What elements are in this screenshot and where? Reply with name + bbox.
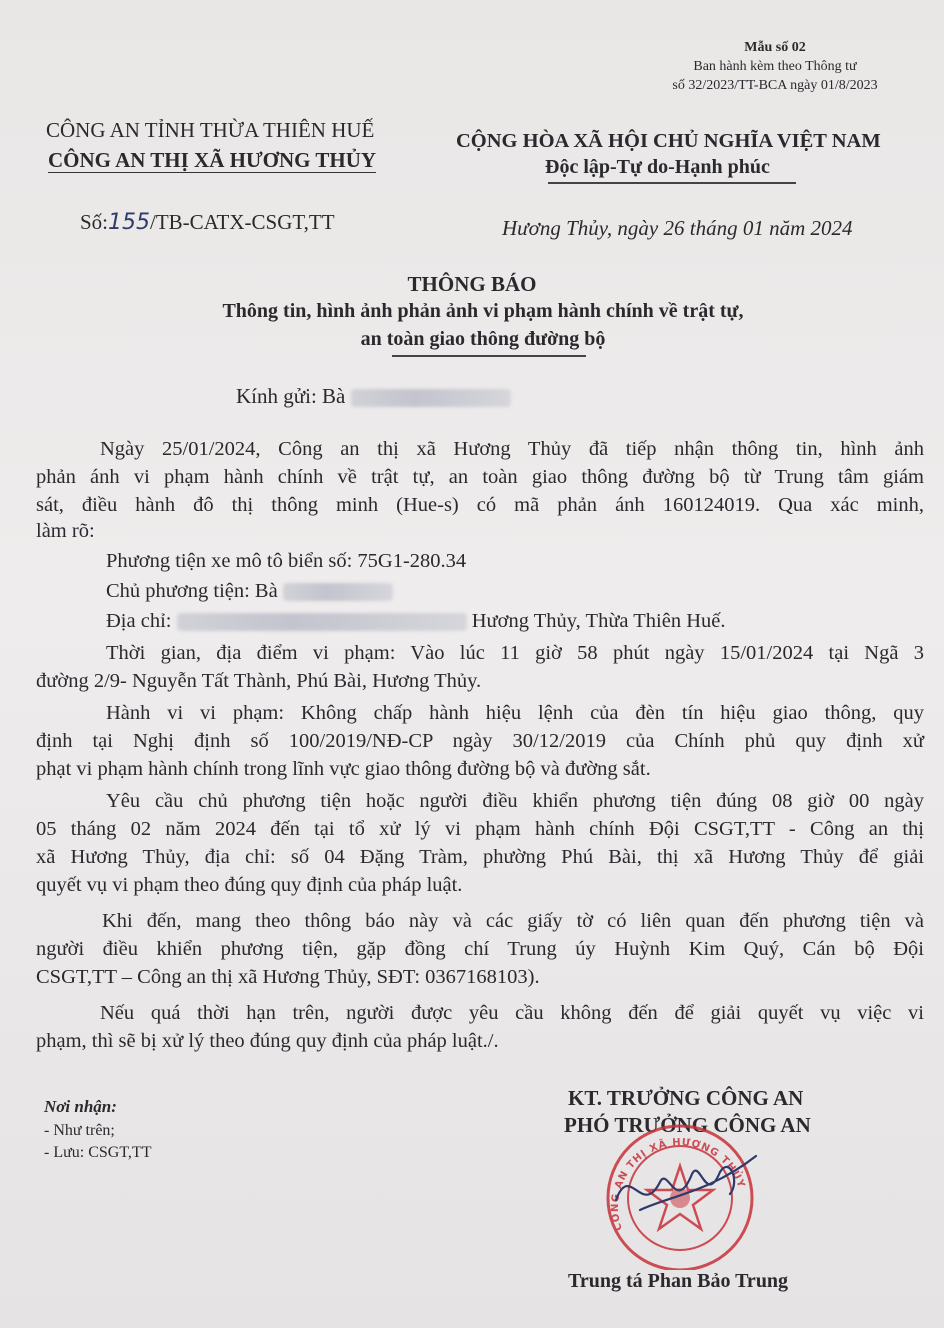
- org-town-text: CÔNG AN THỊ XÃ HƯƠNG THỦY: [48, 148, 377, 172]
- paragraph-line: định tại Nghị định số 100/2019/NĐ-CP ngày 30/12/2019 của Chính phủ quy định xử: [36, 730, 924, 752]
- paragraph-line: Thời gian, địa điểm vi phạm: Vào lúc 11 giờ 58 phút ngày 15/01/2024 tại Ngã 3: [106, 642, 924, 664]
- paragraph-line: làm rõ:: [36, 520, 95, 542]
- org-town: [48, 148, 376, 173]
- paragraph-line: quyết vụ vi phạm theo đúng quy định của pháp luật.: [36, 874, 463, 896]
- redacted-address: [177, 613, 467, 631]
- doc-no-handwritten: 155: [108, 210, 151, 235]
- paragraph-line: xã Hương Thủy, địa chỉ: số 04 Đặng Tràm, phường Phú Bài, thị xã Hương Thủy để giải: [36, 846, 924, 868]
- motto-underline: [548, 182, 796, 184]
- redacted-name: [351, 389, 511, 407]
- greeting-text: Kính gửi: Bà: [236, 384, 346, 408]
- recipient-item: - Như trên;: [44, 1122, 115, 1139]
- signer-title-2: PHÓ TRƯỞNG CÔNG AN: [564, 1113, 811, 1137]
- paragraph-line: phạm, thì sẽ bị xử lý theo đúng quy định của pháp luật./.: [36, 1030, 499, 1052]
- paragraph-line: Yêu cầu chủ phương tiện hoặc người điều khiển phương tiện đúng 08 giờ 00 ngày: [106, 790, 924, 812]
- document-subtitle-2: an toàn giao thông đường bộ: [360, 328, 606, 350]
- paragraph-line: Khi đến, mang theo thông báo này và các giấy tờ có liên quan đến phương tiện và: [102, 910, 924, 932]
- subtitle-underline: [392, 355, 586, 357]
- owner-address: [106, 610, 906, 633]
- signer-title-1: KT. TRƯỞNG CÔNG AN: [568, 1086, 804, 1110]
- doc-no-prefix: Số:: [80, 210, 109, 234]
- address-label: Địa chỉ:: [106, 610, 172, 632]
- paragraph-line: phạt vi phạm hành chính trong lĩnh vực giao thông đường bộ và đường sắt.: [36, 758, 651, 780]
- paragraph-line: sát, điều hành đô thị thông minh (Hue-s) có mã phản ánh 160124019. Qua xác minh,: [36, 494, 924, 516]
- form-label: Mẫu số 02: [744, 40, 806, 55]
- form-note-2: số 32/2023/TT-BCA ngày 01/8/2023: [672, 78, 878, 93]
- signer-name: Trung tá Phan Bảo Trung: [568, 1270, 789, 1292]
- owner-text: Chủ phương tiện: Bà: [106, 580, 278, 602]
- redacted-owner: [283, 583, 393, 601]
- document-title: THÔNG BÁO: [407, 272, 537, 296]
- paragraph-line: Hành vi vi phạm: Không chấp hành hiệu lệnh của đèn tín hiệu giao thông, quy: [106, 702, 924, 724]
- seal-text: CÔNG AN THỊ XÃ HƯƠNG THỦY: [609, 1137, 747, 1232]
- paragraph-line: 05 tháng 02 năm 2024 đến tại tổ xử lý vi phạm hành chính Đội CSGT,TT - Công an thị: [36, 818, 924, 840]
- nation-title: CỘNG HÒA XÃ HỘI CHỦ NGHĨA VIỆT NAM: [456, 130, 881, 152]
- paragraph-line: Ngày 25/01/2024, Công an thị xã Hương Thủy đã tiếp nhận thông tin, hình ảnh: [100, 438, 924, 460]
- paragraph-line: đường 2/9- Nguyễn Tất Thành, Phú Bài, Hương Thủy.: [36, 670, 482, 692]
- paragraph-line: người điều khiển phương tiện, gặp đồng chí Trung úy Huỳnh Kim Quý, Cán bộ Đội: [36, 938, 924, 960]
- official-seal: [580, 1122, 780, 1270]
- vehicle-plate: Phương tiện xe mô tô biển số: 75G1-280.34: [106, 550, 467, 572]
- form-reference: [640, 38, 910, 95]
- paragraph-line: Nếu quá thời hạn trên, người được yêu cầu không đến để giải quyết vụ việc vi: [100, 1002, 924, 1024]
- form-note-1: Ban hành kèm theo Thông tư: [693, 59, 857, 74]
- document-subtitle-1: Thông tin, hình ảnh phản ảnh vi phạm hành chính về trật tự,: [222, 300, 744, 322]
- place-date: Hương Thủy, ngày 26 tháng 01 năm 2024: [502, 216, 853, 240]
- org-province: CÔNG AN TỈNH THỪA THIÊN HUẾ: [46, 118, 375, 142]
- vehicle-owner: [106, 580, 906, 603]
- doc-no-suffix: /TB-CATX-CSGT,TT: [150, 210, 335, 234]
- nation-motto: Độc lập-Tự do-Hạnh phúc: [545, 156, 770, 178]
- recipient-item: - Lưu: CSGT,TT: [44, 1144, 152, 1161]
- document-number: [80, 210, 335, 235]
- address-tail: Hương Thủy, Thừa Thiên Huế.: [471, 610, 726, 632]
- paragraph-line: phản ánh vi phạm hành chính về trật tự, an toàn giao thông đường bộ từ Trung tâm giám: [36, 466, 924, 488]
- paragraph-line: CSGT,TT – Công an thị xã Hương Thủy, SĐT: 0367168103).: [36, 966, 540, 988]
- recipients-label: Nơi nhận:: [44, 1097, 117, 1116]
- greeting: [236, 384, 511, 409]
